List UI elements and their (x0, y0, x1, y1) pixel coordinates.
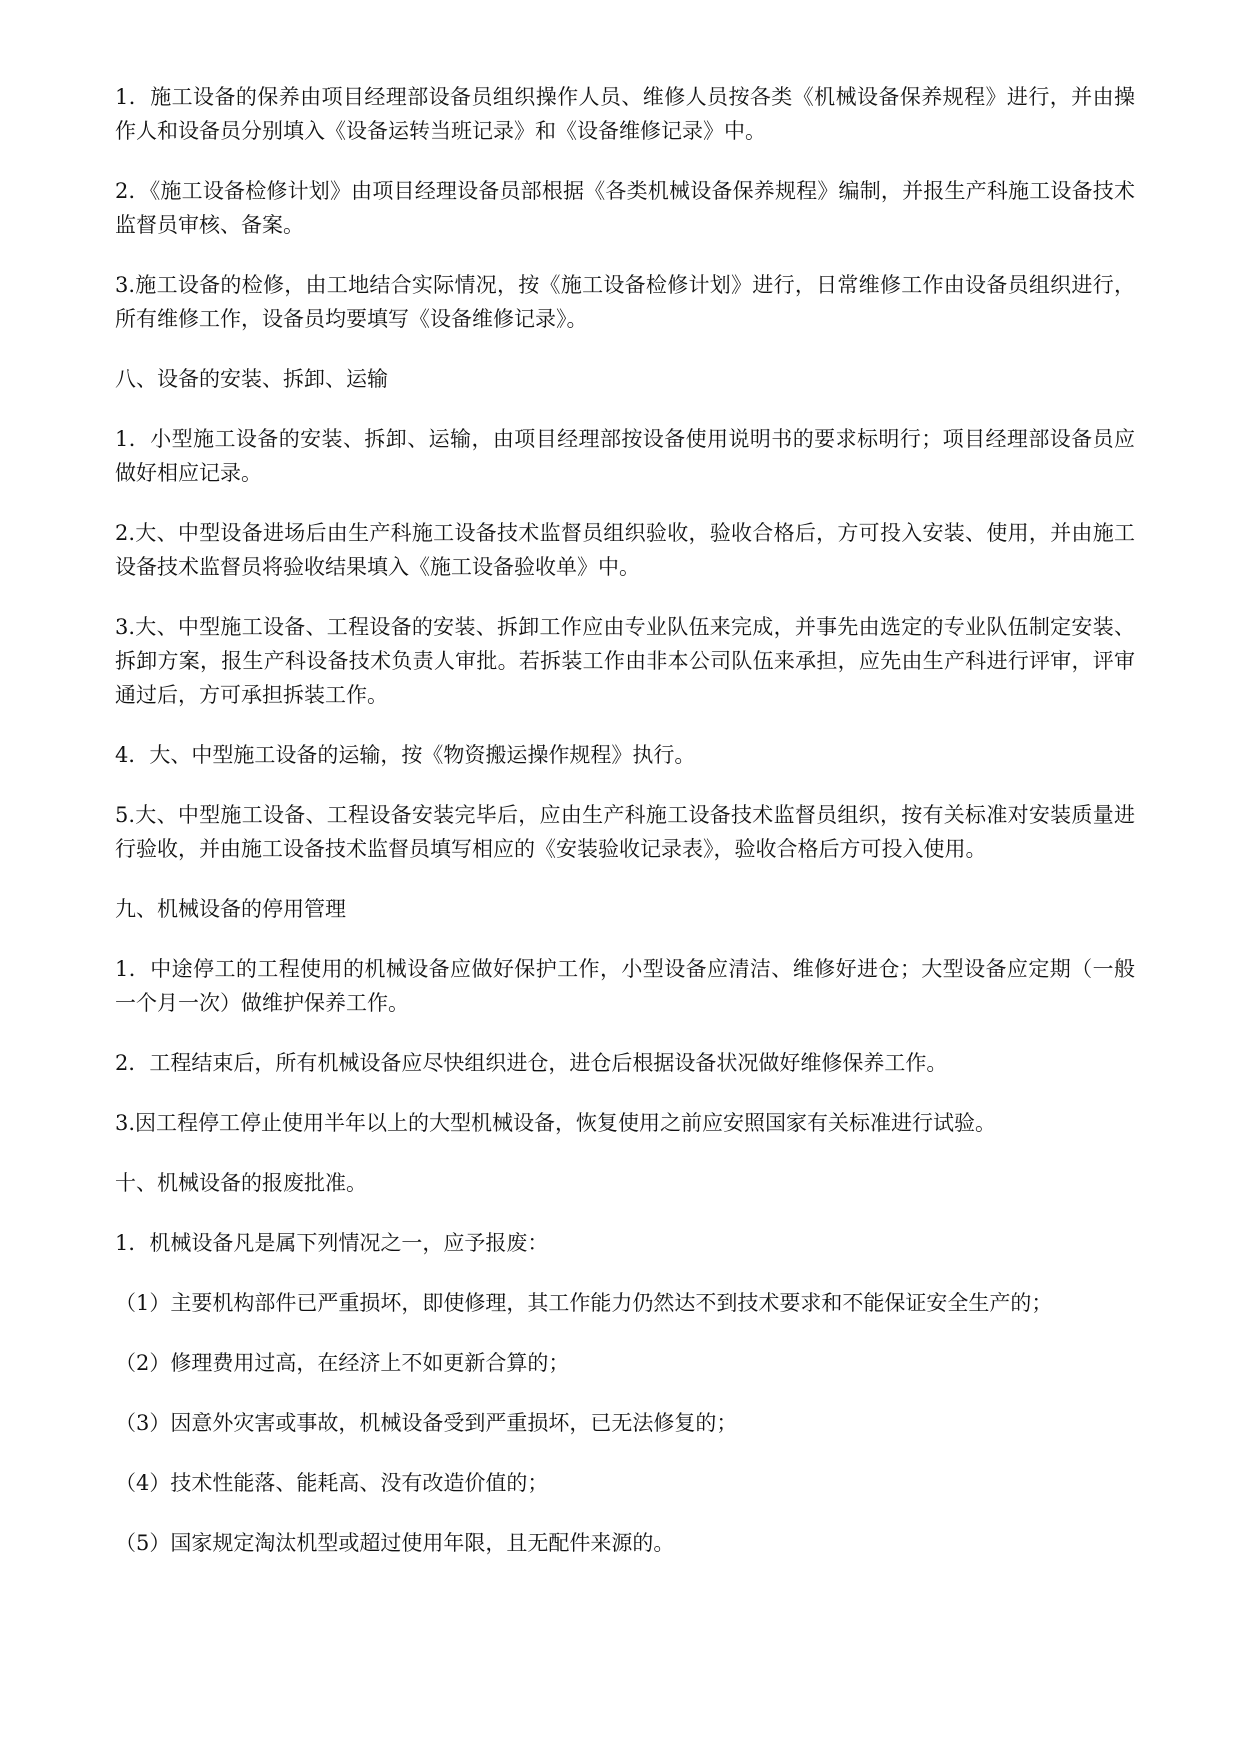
paragraph-suspension-3: 3.因工程停工停止使用半年以上的大型机械设备，恢复使用之前应安照国家有关标准进行试验。 (115, 1111, 997, 1135)
paragraph-installation-4: 4．大、中型施工设备的运输，按《物资搬运操作规程》执行。 (115, 743, 696, 767)
paragraph-suspension-2: 2．工程结束后，所有机械设备应尽快组织进仓，进仓后根据设备状况做好维修保养工作。 (115, 1051, 948, 1075)
list-item-scrapping-condition-4: （4）技术性能落、能耗高、没有改造价值的； (115, 1471, 549, 1495)
section-heading-suspension: 九、机械设备的停用管理 (115, 897, 346, 921)
list-item-scrapping-condition-5: （5）国家规定淘汰机型或超过使用年限，且无配件来源的。 (115, 1531, 675, 1555)
section-heading-scrapping: 十、机械设备的报废批准。 (115, 1171, 367, 1195)
list-item-scrapping-condition-3: （3）因意外灾害或事故，机械设备受到严重损坏，已无法修复的； (115, 1411, 738, 1435)
paragraph-installation-1: 1．小型施工设备的安装、拆卸、运输，由项目经理部按设备使用说明书的要求标明行；项目经理部设备员应做好相应记录。 (115, 427, 1135, 485)
paragraph-maintenance-1: 1．施工设备的保养由项目经理部设备员组织操作人员、维修人员按各类《机械设备保养规程》进行，并由操作人和设备员分别填入《设备运转当班记录》和《设备维修记录》中。 (115, 85, 1135, 143)
paragraph-maintenance-3: 3.施工设备的检修，由工地结合实际情况，按《施工设备检修计划》进行，日常维修工作由设备员组织进行，所有维修工作，设备员均要填写《设备维修记录》。 (115, 273, 1135, 331)
section-heading-installation: 八、设备的安装、拆卸、运输 (115, 367, 388, 391)
document-body (115, 80, 1135, 1586)
paragraph-installation-5: 5.大、中型施工设备、工程设备安装完毕后，应由生产科施工设备技术监督员组织，按有关标准对安装质量进行验收，并由施工设备技术监督员填写相应的《安装验收记录表》，验收合格后方可投入使用。 (115, 803, 1135, 861)
paragraph-maintenance-2: 2．《施工设备检修计划》由项目经理设备员部根据《各类机械设备保养规程》编制，并报生产科施工设备技术监督员审核、备案。 (115, 179, 1135, 237)
paragraph-installation-3: 3.大、中型施工设备、工程设备的安装、拆卸工作应由专业队伍来完成，并事先由选定的专业队伍制定安装、拆卸方案，报生产科设备技术负责人审批。若拆装工作由非本公司队伍来承担，应先由生产科进行评审，评审通过后，方可承担拆装工作。 (115, 615, 1135, 707)
paragraph-installation-2: 2.大、中型设备进场后由生产科施工设备技术监督员组织验收，验收合格后，方可投入安装、使用，并由施工设备技术监督员将验收结果填入《施工设备验收单》中。 (115, 521, 1135, 579)
paragraph-scrapping-1: 1．机械设备凡是属下列情况之一，应予报废： (115, 1231, 549, 1255)
paragraph-suspension-1: 1．中途停工的工程使用的机械设备应做好保护工作，小型设备应清洁、维修好进仓；大型设备应定期（一般一个月一次）做维护保养工作。 (115, 957, 1135, 1015)
list-item-scrapping-condition-1: （1）主要机构部件已严重损坏，即使修理，其工作能力仍然达不到技术要求和不能保证安全生产的； (115, 1291, 1053, 1315)
list-item-scrapping-condition-2: （2）修理费用过高，在经济上不如更新合算的； (115, 1351, 570, 1375)
